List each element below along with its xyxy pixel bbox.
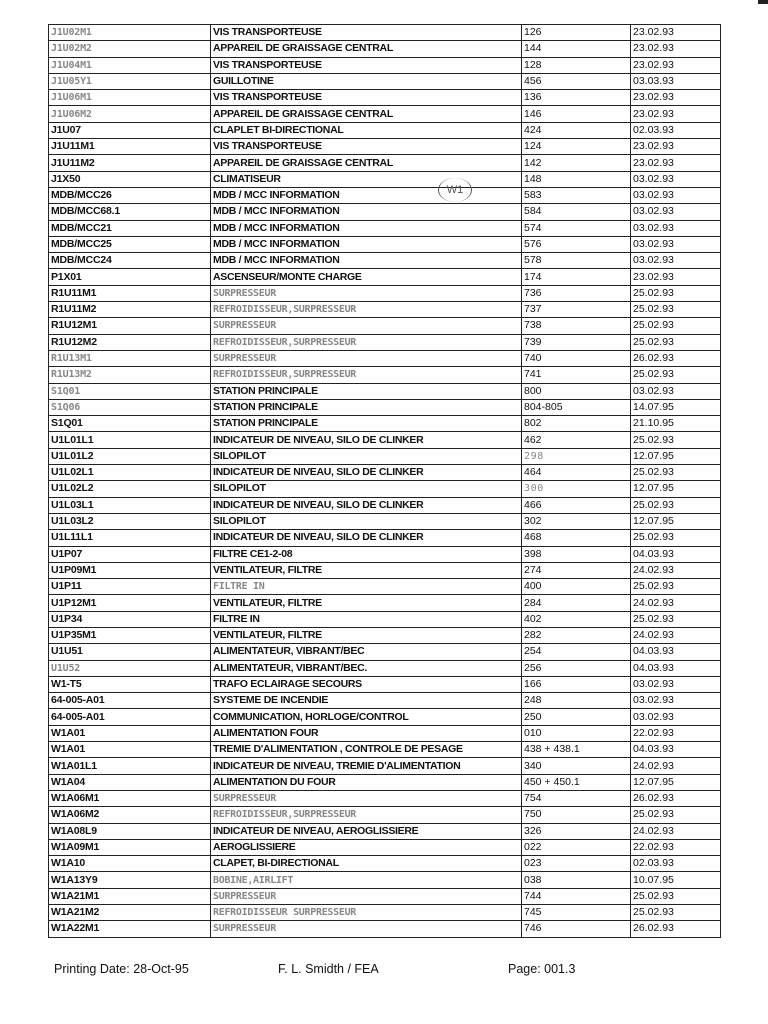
date: 25.02.93	[631, 579, 721, 595]
table-row	[49, 513, 721, 529]
equipment-description: ASCENSEUR/MONTE CHARGE	[211, 269, 522, 285]
equipment-description: VENTILATEUR, FILTRE	[211, 627, 522, 643]
equipment-description: FILTRE IN	[211, 579, 522, 595]
date: 24.02.93	[631, 562, 721, 578]
table-row	[49, 285, 721, 301]
table-row	[49, 725, 721, 741]
drawing-number: 464	[522, 465, 631, 481]
table-row	[49, 90, 721, 106]
drawing-number: 023	[522, 856, 631, 872]
table-row	[49, 807, 721, 823]
drawing-number: 800	[522, 383, 631, 399]
equipment-description: APPAREIL DE GRAISSAGE CENTRAL	[211, 106, 522, 122]
table-row	[49, 399, 721, 415]
equipment-description: GUILLOTINE	[211, 73, 522, 89]
table-row	[49, 888, 721, 904]
table-row	[49, 122, 721, 138]
equipment-code: 64-005-A01	[49, 693, 211, 709]
printing-date: Printing Date: 28-Oct-95	[54, 962, 189, 976]
equipment-description: SURPRESSEUR	[211, 350, 522, 366]
equipment-description: REFROIDISSEUR,SURPRESSEUR	[211, 807, 522, 823]
drawing-number: 574	[522, 220, 631, 236]
equipment-description: REFROIDISSEUR,SURPRESSEUR	[211, 367, 522, 383]
table-row	[49, 790, 721, 806]
equipment-code: W1A22M1	[49, 921, 211, 937]
drawing-number: 468	[522, 530, 631, 546]
equipment-code: R1U13M2	[49, 367, 211, 383]
table-row	[49, 106, 721, 122]
drawing-number: 250	[522, 709, 631, 725]
equipment-description: REFROIDISSEUR SURPRESSEUR	[211, 905, 522, 921]
date: 02.03.93	[631, 122, 721, 138]
date: 03.02.93	[631, 693, 721, 709]
equipment-code: W1A01L1	[49, 758, 211, 774]
date: 23.02.93	[631, 25, 721, 41]
equipment-description: SILOPILOT	[211, 481, 522, 497]
equipment-description: CLAPLET BI-DIRECTIONAL	[211, 122, 522, 138]
date: 25.02.93	[631, 905, 721, 921]
equipment-description: TREMIE D'ALIMENTATION , CONTROLE DE PESAGE	[211, 742, 522, 758]
equipment-code: MDB/MCC26	[49, 187, 211, 203]
date: 23.02.93	[631, 106, 721, 122]
drawing-number: 740	[522, 350, 631, 366]
drawing-number: 745	[522, 905, 631, 921]
date: 26.02.93	[631, 921, 721, 937]
table-row	[49, 742, 721, 758]
drawing-number: 254	[522, 644, 631, 660]
drawing-number: 248	[522, 693, 631, 709]
date: 25.02.93	[631, 367, 721, 383]
equipment-code: J1U07	[49, 122, 211, 138]
drawing-number: 744	[522, 888, 631, 904]
table-row	[49, 709, 721, 725]
page-number: Page: 001.3	[508, 962, 576, 976]
drawing-number: 578	[522, 253, 631, 269]
table-row	[49, 546, 721, 562]
table-row	[49, 481, 721, 497]
equipment-description: APPAREIL DE GRAISSAGE CENTRAL	[211, 155, 522, 171]
equipment-code: MDB/MCC24	[49, 253, 211, 269]
date: 03.02.93	[631, 253, 721, 269]
equipment-table	[48, 24, 721, 938]
table-row	[49, 627, 721, 643]
equipment-code: J1U05Y1	[49, 73, 211, 89]
drawing-number: 424	[522, 122, 631, 138]
equipment-code: W1A04	[49, 774, 211, 790]
drawing-number: 741	[522, 367, 631, 383]
table-row	[49, 921, 721, 937]
date: 03.02.93	[631, 204, 721, 220]
equipment-code: W1A21M1	[49, 888, 211, 904]
drawing-number: 126	[522, 25, 631, 41]
date: 25.02.93	[631, 318, 721, 334]
drawing-number: 340	[522, 758, 631, 774]
date: 02.03.93	[631, 856, 721, 872]
date: 23.02.93	[631, 269, 721, 285]
date: 10.07.95	[631, 872, 721, 888]
equipment-description: SURPRESSEUR	[211, 790, 522, 806]
date: 04.03.93	[631, 742, 721, 758]
drawing-number: 136	[522, 90, 631, 106]
date: 24.02.93	[631, 627, 721, 643]
table-row	[49, 57, 721, 73]
drawing-number: 450 + 450.1	[522, 774, 631, 790]
drawing-number: 583	[522, 187, 631, 203]
drawing-number: 302	[522, 513, 631, 529]
equipment-description: AEROGLISSIERE	[211, 839, 522, 855]
equipment-description: ALIMENTATEUR, VIBRANT/BEC.	[211, 660, 522, 676]
equipment-description: FILTRE IN	[211, 611, 522, 627]
equipment-description: SYSTEME DE INCENDIE	[211, 693, 522, 709]
drawing-number: 142	[522, 155, 631, 171]
table-row	[49, 139, 721, 155]
equipment-description: VENTILATEUR, FILTRE	[211, 595, 522, 611]
equipment-description: FILTRE CE1-2-08	[211, 546, 522, 562]
drawing-number: 256	[522, 660, 631, 676]
date: 03.02.93	[631, 676, 721, 692]
company-name: F. L. Smidth / FEA	[278, 962, 379, 976]
equipment-description: ALIMENTATEUR, VIBRANT/BEC	[211, 644, 522, 660]
drawing-number: 736	[522, 285, 631, 301]
table-row	[49, 41, 721, 57]
drawing-number: 804-805	[522, 399, 631, 415]
equipment-code: S1Q01	[49, 383, 211, 399]
table-row	[49, 676, 721, 692]
table-row	[49, 562, 721, 578]
equipment-code: U1U52	[49, 660, 211, 676]
drawing-number: 174	[522, 269, 631, 285]
drawing-number: 274	[522, 562, 631, 578]
equipment-list-sheet	[48, 24, 720, 938]
date: 26.02.93	[631, 790, 721, 806]
equipment-description: CLIMATISEUR	[211, 171, 522, 187]
equipment-code: R1U11M2	[49, 302, 211, 318]
equipment-code: U1L02L1	[49, 465, 211, 481]
equipment-code: 64-005-A01	[49, 709, 211, 725]
date: 23.02.93	[631, 90, 721, 106]
drawing-number: 754	[522, 790, 631, 806]
equipment-code: MDB/MCC68.1	[49, 204, 211, 220]
table-row	[49, 432, 721, 448]
drawing-number: 462	[522, 432, 631, 448]
equipment-code: R1U12M2	[49, 334, 211, 350]
equipment-code: J1U06M2	[49, 106, 211, 122]
drawing-number: 576	[522, 236, 631, 252]
table-row	[49, 530, 721, 546]
equipment-description: TRAFO ECLAIRAGE SECOURS	[211, 676, 522, 692]
date: 03.02.93	[631, 187, 721, 203]
drawing-number: 402	[522, 611, 631, 627]
date: 25.02.93	[631, 807, 721, 823]
equipment-description: STATION PRINCIPALE	[211, 383, 522, 399]
date: 25.02.93	[631, 611, 721, 627]
equipment-code: J1U06M1	[49, 90, 211, 106]
equipment-code: U1P11	[49, 579, 211, 595]
equipment-code: J1U11M1	[49, 139, 211, 155]
date: 12.07.95	[631, 448, 721, 464]
table-row	[49, 187, 721, 203]
equipment-code: U1L11L1	[49, 530, 211, 546]
table-row	[49, 905, 721, 921]
drawing-number: 746	[522, 921, 631, 937]
equipment-code: U1P34	[49, 611, 211, 627]
equipment-code: U1P07	[49, 546, 211, 562]
equipment-code: W1A13Y9	[49, 872, 211, 888]
equipment-code: W1A21M2	[49, 905, 211, 921]
date: 03.03.93	[631, 73, 721, 89]
equipment-description: APPAREIL DE GRAISSAGE CENTRAL	[211, 41, 522, 57]
date: 22.02.93	[631, 725, 721, 741]
drawing-number: 010	[522, 725, 631, 741]
table-row	[49, 269, 721, 285]
table-row	[49, 416, 721, 432]
scan-corner-mark	[758, 0, 768, 4]
table-row	[49, 204, 721, 220]
equipment-code: U1L03L2	[49, 513, 211, 529]
equipment-code: R1U11M1	[49, 285, 211, 301]
equipment-description: MDB / MCC INFORMATION	[211, 236, 522, 252]
equipment-description: SURPRESSEUR	[211, 285, 522, 301]
equipment-code: U1U51	[49, 644, 211, 660]
date: 12.07.95	[631, 481, 721, 497]
drawing-number: 739	[522, 334, 631, 350]
equipment-code: S1Q06	[49, 399, 211, 415]
table-row	[49, 73, 721, 89]
drawing-number: 144	[522, 41, 631, 57]
equipment-description: BOBINE,AIRLIFT	[211, 872, 522, 888]
equipment-code: W1A06M2	[49, 807, 211, 823]
table-row	[49, 383, 721, 399]
drawing-number: 300	[522, 481, 631, 497]
table-row	[49, 660, 721, 676]
date: 23.02.93	[631, 41, 721, 57]
equipment-code: J1U11M2	[49, 155, 211, 171]
equipment-code: U1L02L2	[49, 481, 211, 497]
drawing-number: 148	[522, 171, 631, 187]
table-row	[49, 611, 721, 627]
table-row	[49, 253, 721, 269]
drawing-number: 022	[522, 839, 631, 855]
equipment-code: W1A06M1	[49, 790, 211, 806]
equipment-code: MDB/MCC25	[49, 236, 211, 252]
equipment-description: SURPRESSEUR	[211, 888, 522, 904]
equipment-code: W1A01	[49, 742, 211, 758]
drawing-number: 166	[522, 676, 631, 692]
date: 23.02.93	[631, 57, 721, 73]
table-row	[49, 758, 721, 774]
equipment-description: MDB / MCC INFORMATION	[211, 204, 522, 220]
drawing-number: 298	[522, 448, 631, 464]
equipment-description: ALIMENTATION DU FOUR	[211, 774, 522, 790]
drawing-number: 284	[522, 595, 631, 611]
equipment-code: U1P35M1	[49, 627, 211, 643]
date: 04.03.93	[631, 546, 721, 562]
date: 23.02.93	[631, 139, 721, 155]
equipment-description: MDB / MCC INFORMATION	[211, 253, 522, 269]
drawing-number: 038	[522, 872, 631, 888]
table-row	[49, 318, 721, 334]
equipment-description: INDICATEUR DE NIVEAU, SILO DE CLINKER	[211, 530, 522, 546]
table-row	[49, 155, 721, 171]
equipment-code: J1U02M2	[49, 41, 211, 57]
date: 21.10.95	[631, 416, 721, 432]
table-row	[49, 497, 721, 513]
drawing-number: 466	[522, 497, 631, 513]
table-row	[49, 823, 721, 839]
date: 14.07.95	[631, 399, 721, 415]
date: 24.02.93	[631, 758, 721, 774]
drawing-number: 584	[522, 204, 631, 220]
drawing-number: 802	[522, 416, 631, 432]
equipment-code: W1A09M1	[49, 839, 211, 855]
equipment-code: J1U02M1	[49, 25, 211, 41]
equipment-code: P1X01	[49, 269, 211, 285]
table-row	[49, 465, 721, 481]
date: 25.02.93	[631, 530, 721, 546]
equipment-description: CLAPET, BI-DIRECTIONAL	[211, 856, 522, 872]
equipment-description: VIS TRANSPORTEUSE	[211, 25, 522, 41]
equipment-description: STATION PRINCIPALE	[211, 416, 522, 432]
drawing-number: 124	[522, 139, 631, 155]
table-row	[49, 220, 721, 236]
date: 25.02.93	[631, 497, 721, 513]
table-row	[49, 334, 721, 350]
equipment-code: U1L01L2	[49, 448, 211, 464]
equipment-description: INDICATEUR DE NIVEAU, TREMIE D'ALIMENTATION	[211, 758, 522, 774]
equipment-code: U1L03L1	[49, 497, 211, 513]
date: 03.02.93	[631, 171, 721, 187]
equipment-description: MDB / MCC INFORMATION	[211, 220, 522, 236]
equipment-code: W1A01	[49, 725, 211, 741]
equipment-description: ALIMENTATION FOUR	[211, 725, 522, 741]
equipment-description: SILOPILOT	[211, 513, 522, 529]
table-row	[49, 350, 721, 366]
equipment-code: R1U12M1	[49, 318, 211, 334]
equipment-code: W1-T5	[49, 676, 211, 692]
date: 03.02.93	[631, 220, 721, 236]
drawing-number: 456	[522, 73, 631, 89]
table-row	[49, 774, 721, 790]
drawing-number: 282	[522, 627, 631, 643]
table-row	[49, 302, 721, 318]
equipment-description: VIS TRANSPORTEUSE	[211, 57, 522, 73]
date: 12.07.95	[631, 774, 721, 790]
table-row	[49, 693, 721, 709]
date: 04.03.93	[631, 644, 721, 660]
table-row	[49, 579, 721, 595]
date: 25.02.93	[631, 302, 721, 318]
table-row	[49, 872, 721, 888]
equipment-description: MDB / MCC INFORMATION	[211, 187, 522, 203]
date: 03.02.93	[631, 236, 721, 252]
equipment-description: COMMUNICATION, HORLOGE/CONTROL	[211, 709, 522, 725]
table-row	[49, 171, 721, 187]
equipment-code: MDB/MCC21	[49, 220, 211, 236]
drawing-number: 128	[522, 57, 631, 73]
table-row	[49, 25, 721, 41]
equipment-code: U1L01L1	[49, 432, 211, 448]
handwritten-mark: W1	[438, 178, 472, 202]
table-row	[49, 839, 721, 855]
date: 03.02.93	[631, 709, 721, 725]
equipment-description: REFROIDISSEUR,SURPRESSEUR	[211, 302, 522, 318]
equipment-description: INDICATEUR DE NIVEAU, SILO DE CLINKER	[211, 465, 522, 481]
drawing-number: 438 + 438.1	[522, 742, 631, 758]
date: 24.02.93	[631, 823, 721, 839]
drawing-number: 146	[522, 106, 631, 122]
equipment-description: INDICATEUR DE NIVEAU, SILO DE CLINKER	[211, 497, 522, 513]
equipment-description: INDICATEUR DE NIVEAU, SILO DE CLINKER	[211, 432, 522, 448]
equipment-description: VENTILATEUR, FILTRE	[211, 562, 522, 578]
date: 12.07.95	[631, 513, 721, 529]
date: 04.03.93	[631, 660, 721, 676]
table-row	[49, 595, 721, 611]
equipment-description: VIS TRANSPORTEUSE	[211, 90, 522, 106]
date: 23.02.93	[631, 155, 721, 171]
equipment-code: U1P09M1	[49, 562, 211, 578]
equipment-description: SURPRESSEUR	[211, 921, 522, 937]
date: 03.02.93	[631, 383, 721, 399]
date: 25.02.93	[631, 285, 721, 301]
table-row	[49, 644, 721, 660]
equipment-code: J1U04M1	[49, 57, 211, 73]
drawing-number: 737	[522, 302, 631, 318]
equipment-code: W1A10	[49, 856, 211, 872]
date: 26.02.93	[631, 350, 721, 366]
drawing-number: 398	[522, 546, 631, 562]
equipment-code: R1U13M1	[49, 350, 211, 366]
date: 25.02.93	[631, 432, 721, 448]
date: 25.02.93	[631, 888, 721, 904]
drawing-number: 400	[522, 579, 631, 595]
date: 25.02.93	[631, 334, 721, 350]
date: 24.02.93	[631, 595, 721, 611]
drawing-number: 326	[522, 823, 631, 839]
table-row	[49, 448, 721, 464]
equipment-code: U1P12M1	[49, 595, 211, 611]
equipment-code: J1X50	[49, 171, 211, 187]
date: 22.02.93	[631, 839, 721, 855]
table-row	[49, 236, 721, 252]
equipment-code: S1Q01	[49, 416, 211, 432]
equipment-description: SURPRESSEUR	[211, 318, 522, 334]
equipment-description: SILOPILOT	[211, 448, 522, 464]
equipment-description: STATION PRINCIPALE	[211, 399, 522, 415]
drawing-number: 738	[522, 318, 631, 334]
drawing-number: 750	[522, 807, 631, 823]
table-row	[49, 856, 721, 872]
equipment-description: VIS TRANSPORTEUSE	[211, 139, 522, 155]
equipment-description: INDICATEUR DE NIVEAU, AEROGLISSIERE	[211, 823, 522, 839]
equipment-description: REFROIDISSEUR,SURPRESSEUR	[211, 334, 522, 350]
equipment-code: W1A08L9	[49, 823, 211, 839]
table-row	[49, 367, 721, 383]
date: 25.02.93	[631, 465, 721, 481]
equipment-table-body	[49, 25, 721, 938]
